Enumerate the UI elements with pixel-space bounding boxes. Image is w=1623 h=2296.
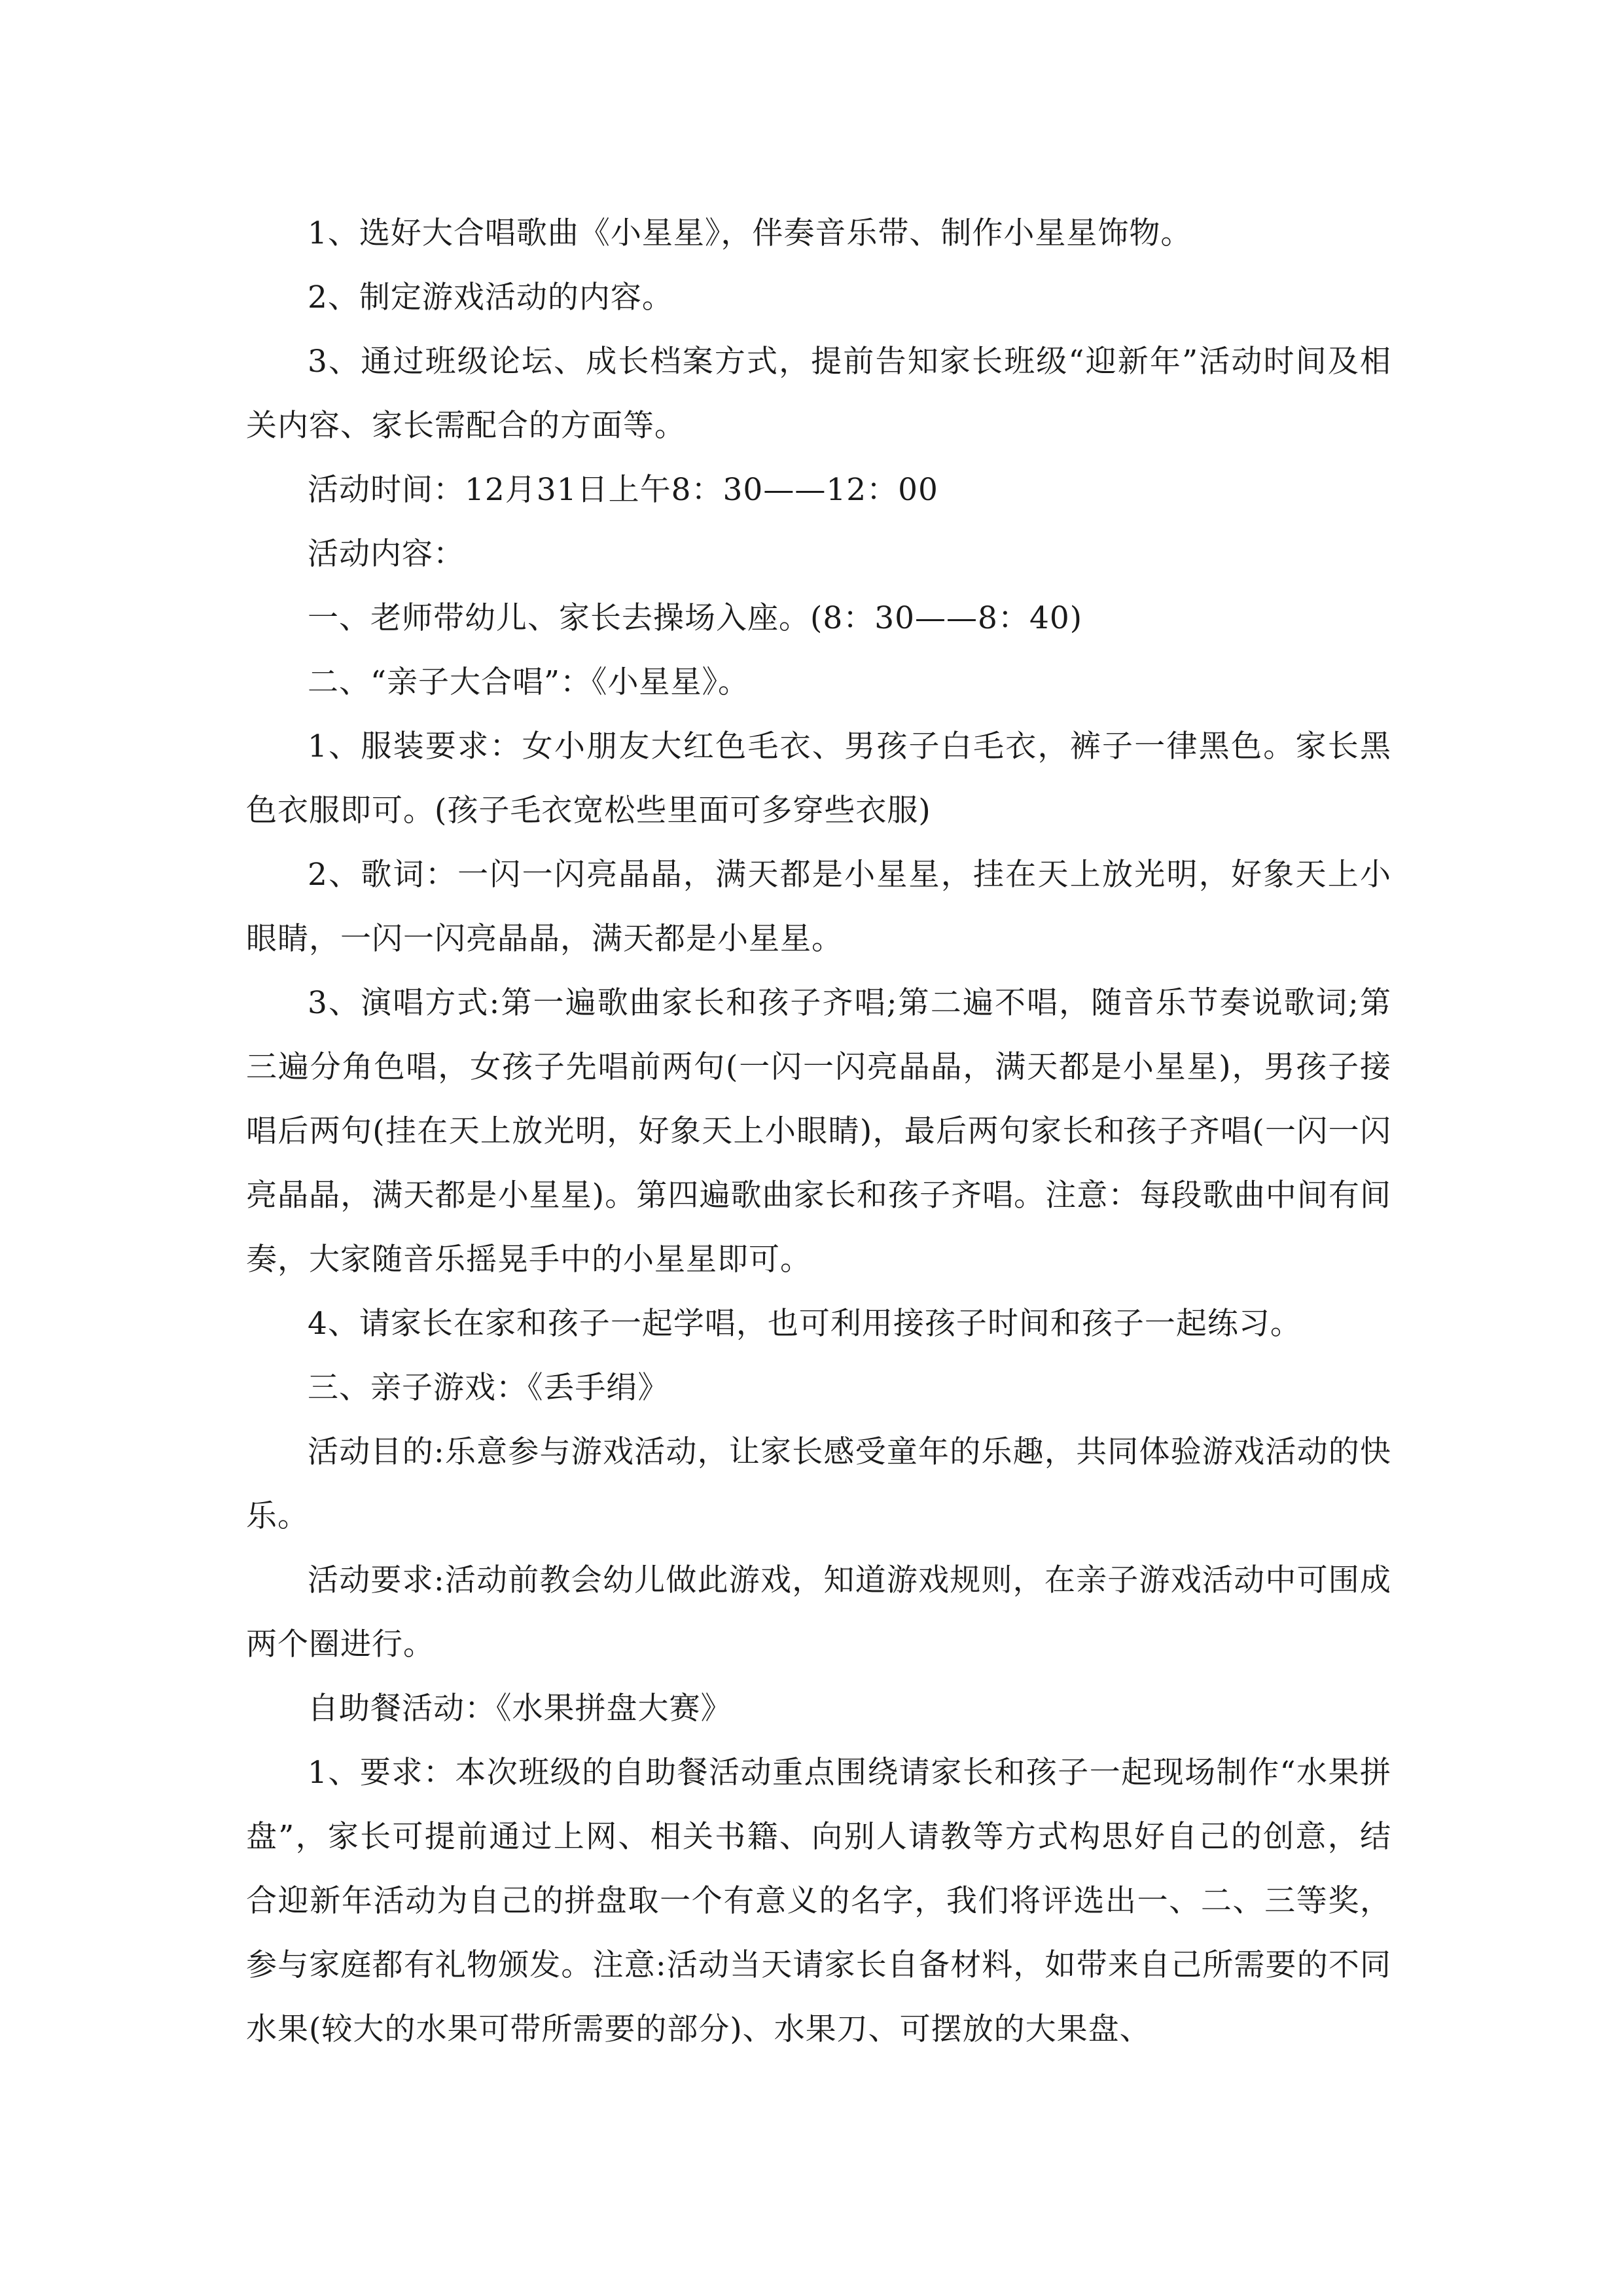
paragraph-prep-notice: 3、通过班级论坛、成长档案方式，提前告知家长班级“迎新年”活动时间及相关内容、家长需配合的方面等。 [246, 344, 1391, 444]
paragraph-lyrics: 2、歌词：一闪一闪亮晶晶，满天都是小星星，挂在天上放光明，好象天上小眼睛，一闪一闪亮晶晶，满天都是小星星。 [246, 857, 1391, 957]
paragraph-game-requirement: 活动要求:活动前教会幼儿做此游戏，知道游戏规则，在亲子游戏活动中可围成两个圈进行。 [246, 1562, 1391, 1662]
paragraph-practice: 4、请家长在家和孩子一起学唱，也可利用接孩子时间和孩子一起练习。 [308, 1306, 1302, 1342]
paragraph-costume: 1、服装要求：女小朋友大红色毛衣、男孩子白毛衣，裤子一律黑色。家长黑色衣服即可。(孩子毛衣宽松些里面可多穿些衣服) [246, 728, 1391, 829]
paragraph-activity-content-heading: 活动内容： [308, 536, 465, 572]
paragraph-section-1: 一、老师带幼儿、家长去操场入座。(8：30——8：40) [308, 600, 1083, 636]
paragraph-prep-game: 2、制定游戏活动的内容。 [308, 279, 673, 315]
paragraph-game-purpose: 活动目的:乐意参与游戏活动，让家长感受童年的乐趣，共同体验游戏活动的快乐。 [246, 1434, 1391, 1534]
paragraph-section-2: 二、“亲子大合唱”：《小星星》。 [308, 664, 750, 700]
paragraph-buffet-heading: 自助餐活动：《水果拼盘大赛》 [308, 1691, 732, 1727]
paragraph-prep-song: 1、选好大合唱歌曲《小星星》，伴奏音乐带、制作小星星饰物。 [308, 215, 1192, 251]
paragraph-singing-method: 3、演唱方式:第一遍歌曲家长和孩子齐唱;第二遍不唱，随音乐节奏说歌词;第三遍分角色唱，女孩子先唱前两句(一闪一闪亮晶晶，满天都是小星星)，男孩子接唱后两句(挂在天上放光明，好象天上小眼睛)，最后两句家长和孩子齐唱(一闪一闪亮晶晶，满天都是小星星)。第四遍歌曲家长和孩子齐唱。注意：每段歌曲中间有间奏，大家随音乐摇晃手中的小星星即可。 [246, 985, 1391, 1278]
paragraph-section-3: 三、亲子游戏：《丢手绢》 [308, 1370, 669, 1406]
paragraph-buffet-requirement: 1、要求：本次班级的自助餐活动重点围绕请家长和孩子一起现场制作“水果拼盘”，家长可提前通过上网、相关书籍、向别人请教等方式构思好自己的创意，结合迎新年活动为自己的拼盘取一个有意义的名字，我们将评选出一、二、三等奖，参与家庭都有礼物颁发。注意:活动当天请家长自备材料，如带来自己所需要的不同水果(较大的水果可带所需要的部分)、水果刀、可摆放的大果盘、 [246, 1755, 1391, 2047]
document-body [246, 202, 1391, 2062]
paragraph-activity-time: 活动时间：12月31日上午8：30——12：00 [308, 472, 938, 508]
